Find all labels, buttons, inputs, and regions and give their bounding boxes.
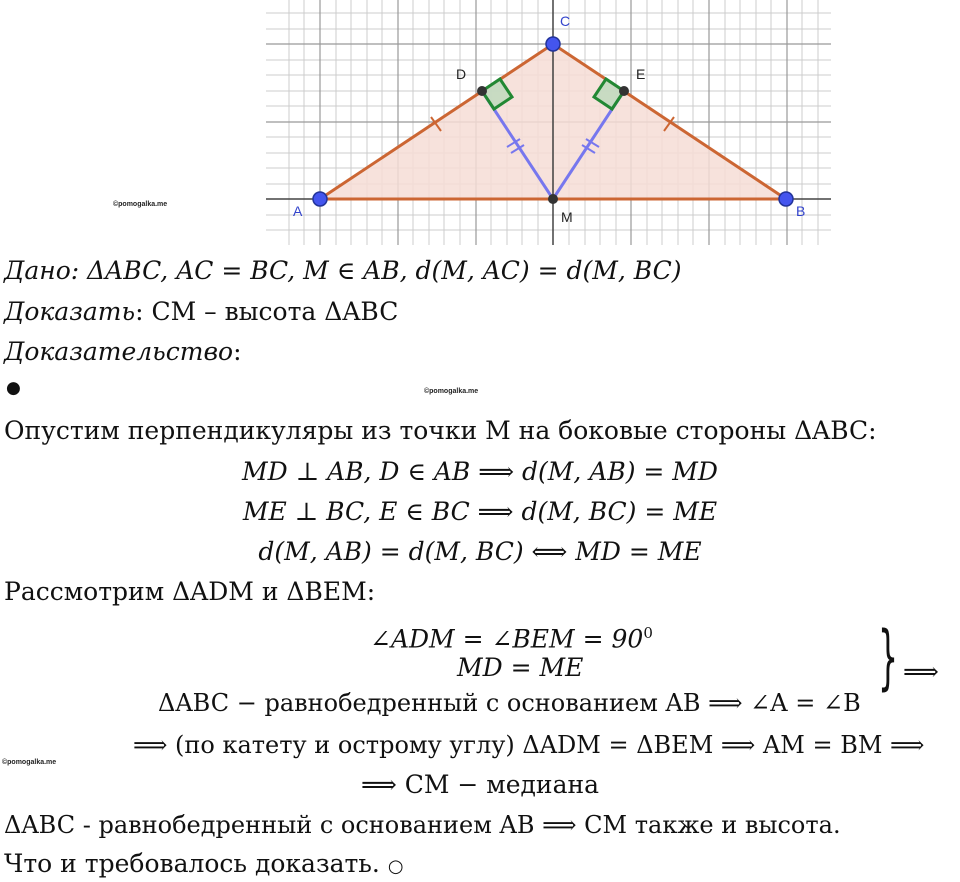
prove-text: : CM – высота ΔABC bbox=[135, 297, 399, 326]
conclusion-line-1: ⟹ (по катету и острому углу) ΔADM = ΔBEM ⟹ AM = BM ⟹ bbox=[133, 731, 925, 759]
proof-line bbox=[4, 337, 242, 367]
final-statement: ΔABC - равнобедренный с основанием AB ⟹ CM также и высота. bbox=[4, 811, 841, 839]
watermark-middle: ©pomogalka.me bbox=[424, 388, 479, 395]
equation-2: ME ⊥ BC, E ∈ BC ⟹ d(M, BC) = ME bbox=[242, 497, 718, 526]
point-d bbox=[477, 86, 487, 96]
system-line-3: ΔABC − равнобедренный с основанием AB ⟹ ∠A = ∠B bbox=[158, 689, 861, 717]
step1-text: Опустим перпендикуляры из точки M на боковые стороны ΔABC: bbox=[4, 416, 877, 445]
point-a bbox=[313, 192, 327, 206]
system-line-2: MD = ME bbox=[457, 653, 584, 682]
bullet: ● bbox=[6, 378, 21, 398]
conclusion-line-2: ⟹ CM − медиана bbox=[360, 770, 600, 799]
prove-label: Доказать bbox=[4, 297, 136, 326]
point-c bbox=[546, 37, 560, 51]
point-m bbox=[548, 194, 558, 204]
given-line bbox=[4, 256, 682, 286]
system-line-1 bbox=[370, 618, 653, 654]
prove-line bbox=[4, 297, 398, 327]
label-c: C bbox=[560, 13, 571, 29]
step2-text: Рассмотрим ΔADM и ΔBEM: bbox=[4, 577, 376, 606]
qed-line bbox=[4, 849, 404, 882]
label-m: M bbox=[561, 209, 573, 225]
label-a: A bbox=[293, 203, 303, 219]
watermark-left: ©pomogalka.me bbox=[2, 759, 57, 766]
label-d: D bbox=[456, 66, 467, 82]
label-e: E bbox=[636, 66, 646, 82]
point-e bbox=[619, 86, 629, 96]
given-text: : ΔABC, AC = BC, M ∈ AB, d(M, AC) = d(M, BC) bbox=[70, 256, 682, 285]
degree-sup: 0 bbox=[643, 624, 653, 642]
system-brace: } bbox=[878, 616, 899, 698]
equation-3: d(M, AB) = d(M, BC) ⟺ MD = ME bbox=[258, 537, 702, 566]
point-b bbox=[779, 192, 793, 206]
equation-1: MD ⊥ AB, D ∈ AB ⟹ d(M, AB) = MD bbox=[242, 457, 718, 486]
qed-text: Что и требовалось доказать. bbox=[4, 849, 380, 878]
proof-label: Доказательство bbox=[4, 337, 234, 366]
label-b: B bbox=[796, 203, 806, 219]
given-label: Дано bbox=[4, 256, 71, 285]
angles-equal: ∠ADM = ∠BEM = 90 bbox=[370, 624, 644, 654]
system-implies: ⟹ bbox=[903, 657, 939, 686]
qed-mark: ○ bbox=[387, 856, 404, 877]
watermark-top: ©pomogalka.me bbox=[113, 201, 168, 208]
triangle-figure bbox=[266, 0, 831, 245]
proof-text: : bbox=[233, 337, 242, 366]
